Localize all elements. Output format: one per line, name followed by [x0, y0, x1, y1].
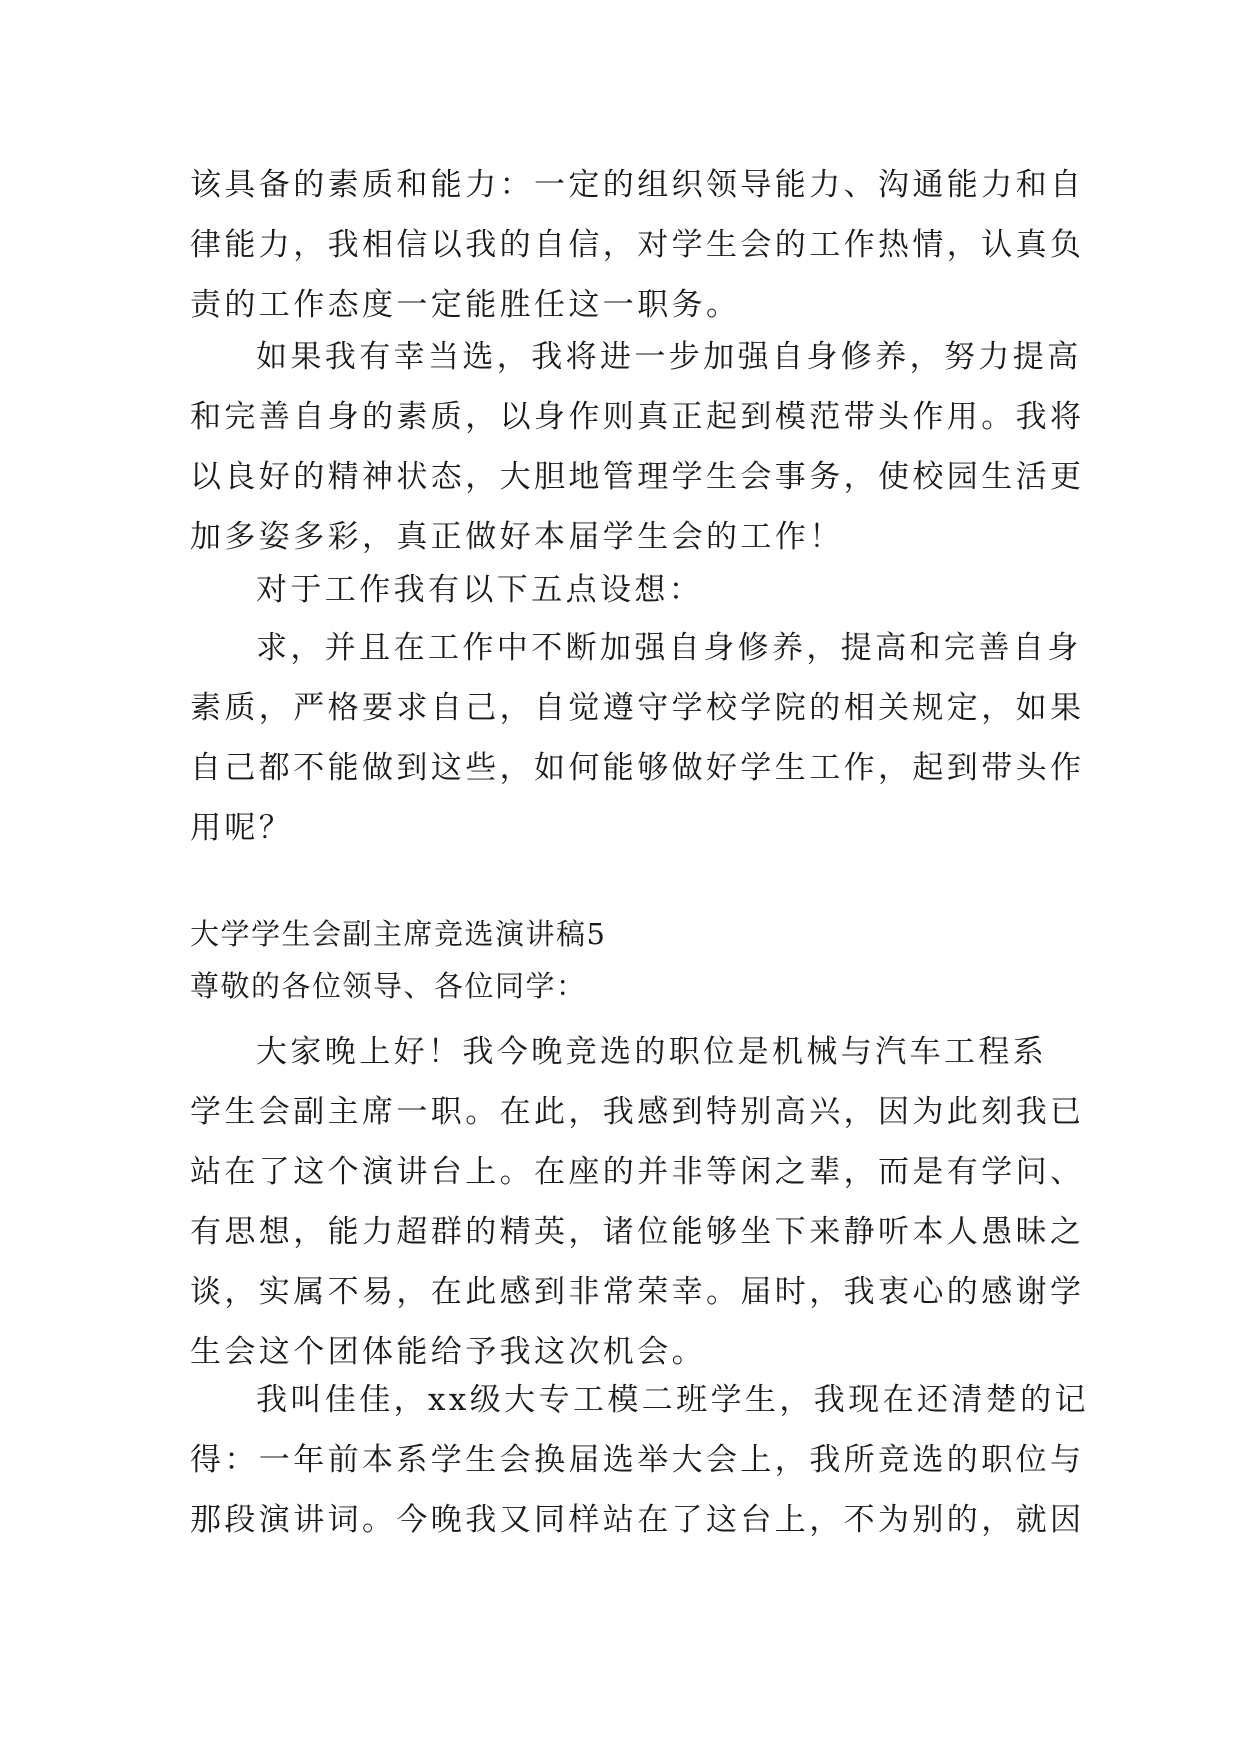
text-line: 加多姿多彩，真正做好本届学生会的工作！	[190, 519, 844, 555]
text-line: 以良好的精神状态，大胆地管理学生会事务，使校园生活更	[190, 459, 1085, 495]
paragraph-2	[190, 327, 1090, 567]
paragraph-5	[190, 1022, 1090, 1382]
salutation: 尊敬的各位领导、各位同学：	[190, 969, 587, 1003]
text-line: 该具备的素质和能力：一定的组织领导能力、沟通能力和自	[190, 167, 1085, 203]
text-line: 对于工作我有以下五点设想：	[256, 572, 704, 608]
section-title-block	[190, 908, 1090, 1012]
text-line: 那段演讲词。今晚我又同样站在了这台上，不为别的，就因	[190, 1502, 1085, 1538]
text-line: 谈，实属不易，在此感到非常荣幸。届时，我衷心的感谢学	[190, 1274, 1085, 1310]
text-line: 素质，严格要求自己，自觉遵守学校学院的相关规定，如果	[190, 690, 1085, 726]
text-line: 求，并且在工作中不断加强自身修养，提高和完善自身	[256, 630, 1082, 666]
text-line: 如果我有幸当选，我将进一步加强自身修养，努力提高	[256, 339, 1082, 375]
text-line: 自己都不能做到这些，如何能够做好学生工作，起到带头作	[190, 750, 1085, 786]
paragraph-6	[190, 1370, 1090, 1550]
text-line: 有思想，能力超群的精英，诸位能够坐下来静听本人愚昧之	[190, 1214, 1085, 1250]
paragraph-1	[190, 155, 1090, 335]
text-line: 得：一年前本系学生会换届选举大会上，我所竞选的职位与	[190, 1442, 1085, 1478]
text-line: 站在了这个演讲台上。在座的并非等闲之辈，而是有学问、	[190, 1154, 1085, 1190]
text-line: 用呢？	[190, 810, 294, 846]
text-line: 学生会副主席一职。在此，我感到特别高兴，因为此刻我已	[190, 1094, 1085, 1130]
paragraph-4	[190, 618, 1090, 858]
text-line: 生会这个团体能给予我这次机会。	[190, 1334, 706, 1370]
text-line: 责的工作态度一定能胜任这一职务。	[190, 287, 741, 323]
paragraph-3	[190, 560, 1090, 620]
text-line: 我叫佳佳，xx级大专工模二班学生，我现在还清楚的记	[256, 1382, 1089, 1418]
section-title: 大学学生会副主席竞选演讲稿5	[190, 917, 607, 951]
text-line: 和完善自身的素质，以身作则真正起到模范带头作用。我将	[190, 399, 1085, 435]
text-line: 律能力，我相信以我的自信，对学生会的工作热情，认真负	[190, 227, 1085, 263]
text-line: 大家晚上好！我今晚竞选的职位是机械与汽车工程系	[256, 1034, 1048, 1070]
